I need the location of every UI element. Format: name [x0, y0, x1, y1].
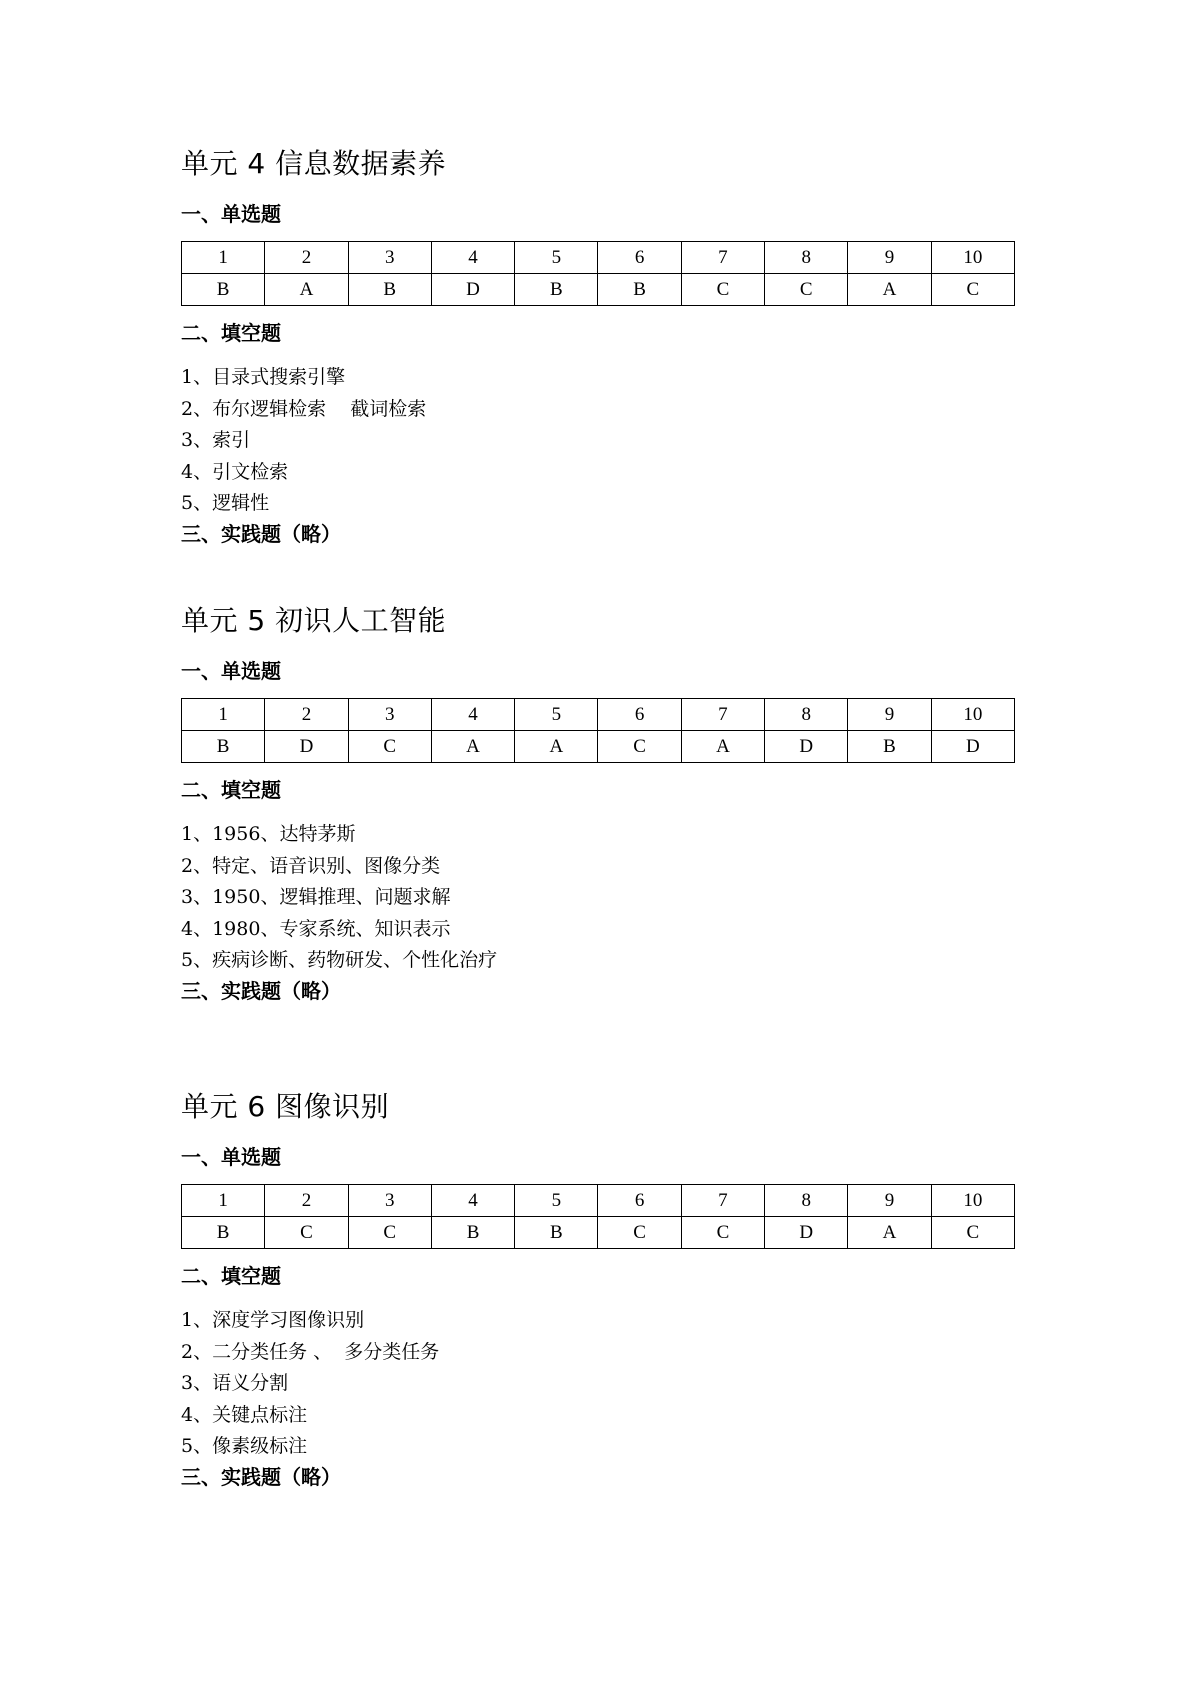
answer-cell: B: [515, 274, 598, 306]
unit-title: 单元 4 信息数据素养: [181, 147, 447, 180]
fill-in-blank-heading: 二、填空题: [181, 778, 281, 802]
question-number-cell: 9: [848, 242, 931, 274]
fill-answer-item: 5、逻辑性: [181, 492, 270, 514]
fill-in-blank-answer-list: [181, 1305, 1015, 1463]
question-number-cell: 10: [931, 1185, 1014, 1217]
answer-row: [182, 731, 1015, 763]
multiple-choice-answer-table: [181, 241, 1015, 306]
question-number-cell: 4: [431, 1185, 514, 1217]
question-number-cell: 2: [265, 242, 348, 274]
answer-cell: C: [681, 274, 764, 306]
answer-cell: A: [265, 274, 348, 306]
question-number-cell: 8: [765, 1185, 848, 1217]
fill-answer-item: 4、引文检索: [181, 460, 289, 483]
answer-cell: C: [681, 1217, 764, 1249]
question-number-cell: 9: [848, 1185, 931, 1217]
fill-answer-item: 3、1950、逻辑推理、问题求解: [181, 886, 451, 908]
fill-answer-item: 5、像素级标注: [181, 1435, 308, 1457]
unit-6-section: [181, 1090, 1015, 1490]
fill-answer-item: 1、1956、达特茅斯: [181, 823, 356, 845]
practice-heading: 三、实践题（略）: [181, 521, 341, 546]
question-number-cell: 1: [182, 699, 265, 731]
question-number-cell: 5: [515, 1185, 598, 1217]
answer-cell: A: [848, 274, 931, 306]
question-number-cell: 6: [598, 1185, 681, 1217]
fill-in-blank-heading: 二、填空题: [181, 321, 281, 345]
multiple-choice-answer-table: [181, 698, 1015, 763]
answer-cell: B: [182, 274, 265, 306]
question-number-cell: 7: [681, 242, 764, 274]
question-number-cell: 2: [265, 699, 348, 731]
answer-cell: B: [182, 731, 265, 763]
fill-in-blank-heading: 二、填空题: [181, 1264, 281, 1288]
fill-answer-item: 3、索引: [181, 429, 251, 451]
question-number-cell: 6: [598, 699, 681, 731]
answer-cell: C: [598, 1217, 681, 1249]
question-number-row: [182, 699, 1015, 731]
answer-cell: C: [348, 731, 431, 763]
question-number-cell: 5: [515, 699, 598, 731]
multiple-choice-heading: 一、单选题: [181, 1145, 281, 1169]
answer-cell: B: [348, 274, 431, 306]
unit-4-section: [181, 147, 1015, 547]
fill-in-blank-answer-list: [181, 362, 1015, 520]
answer-cell: C: [348, 1217, 431, 1249]
answer-cell: B: [848, 731, 931, 763]
practice-heading: 三、实践题（略）: [181, 978, 341, 1003]
question-number-cell: 4: [431, 242, 514, 274]
fill-answer-item: 2、布尔逻辑检索 截词检索: [181, 397, 427, 420]
question-number-cell: 7: [681, 699, 764, 731]
answer-cell: D: [765, 1217, 848, 1249]
question-number-cell: 7: [681, 1185, 764, 1217]
fill-answer-item: 1、目录式搜索引擎: [181, 366, 346, 388]
fill-answer-item: 5、疾病诊断、药物研发、个性化治疗: [181, 949, 498, 971]
practice-heading: 三、实践题（略）: [181, 1464, 341, 1489]
question-number-row: [182, 242, 1015, 274]
fill-answer-item: 2、特定、语音识别、图像分类: [181, 854, 441, 877]
unit-5-section: [181, 604, 1015, 1004]
question-number-cell: 1: [182, 1185, 265, 1217]
answer-cell: A: [515, 731, 598, 763]
multiple-choice-heading: 一、单选题: [181, 202, 281, 226]
multiple-choice-answer-table: [181, 1184, 1015, 1249]
answer-cell: B: [515, 1217, 598, 1249]
question-number-cell: 5: [515, 242, 598, 274]
answer-cell: B: [182, 1217, 265, 1249]
answer-row: [182, 1217, 1015, 1249]
answer-cell: C: [931, 274, 1014, 306]
fill-answer-item: 1、深度学习图像识别: [181, 1309, 365, 1331]
fill-in-blank-answer-list: [181, 819, 1015, 977]
answer-cell: B: [598, 274, 681, 306]
fill-answer-item: 2、二分类任务 、 多分类任务: [181, 1340, 440, 1363]
fill-answer-item: 4、1980、专家系统、知识表示: [181, 917, 451, 940]
answer-cell: C: [765, 274, 848, 306]
multiple-choice-heading: 一、单选题: [181, 659, 281, 683]
answer-cell: C: [265, 1217, 348, 1249]
answer-cell: D: [431, 274, 514, 306]
fill-answer-item: 3、语义分割: [181, 1372, 289, 1394]
answer-cell: A: [681, 731, 764, 763]
question-number-cell: 8: [765, 699, 848, 731]
answer-cell: D: [765, 731, 848, 763]
answer-row: [182, 274, 1015, 306]
answer-cell: A: [431, 731, 514, 763]
question-number-cell: 9: [848, 699, 931, 731]
answer-cell: C: [598, 731, 681, 763]
answer-cell: B: [431, 1217, 514, 1249]
question-number-cell: 6: [598, 242, 681, 274]
question-number-cell: 3: [348, 1185, 431, 1217]
question-number-cell: 10: [931, 699, 1014, 731]
answer-cell: C: [931, 1217, 1014, 1249]
question-number-row: [182, 1185, 1015, 1217]
fill-answer-item: 4、关键点标注: [181, 1403, 308, 1426]
question-number-cell: 3: [348, 699, 431, 731]
unit-title: 单元 6 图像识别: [181, 1090, 390, 1123]
question-number-cell: 10: [931, 242, 1014, 274]
question-number-cell: 4: [431, 699, 514, 731]
question-number-cell: 2: [265, 1185, 348, 1217]
question-number-cell: 1: [182, 242, 265, 274]
answer-cell: D: [931, 731, 1014, 763]
unit-title: 单元 5 初识人工智能: [181, 604, 447, 637]
question-number-cell: 3: [348, 242, 431, 274]
answer-cell: D: [265, 731, 348, 763]
answer-cell: A: [848, 1217, 931, 1249]
question-number-cell: 8: [765, 242, 848, 274]
